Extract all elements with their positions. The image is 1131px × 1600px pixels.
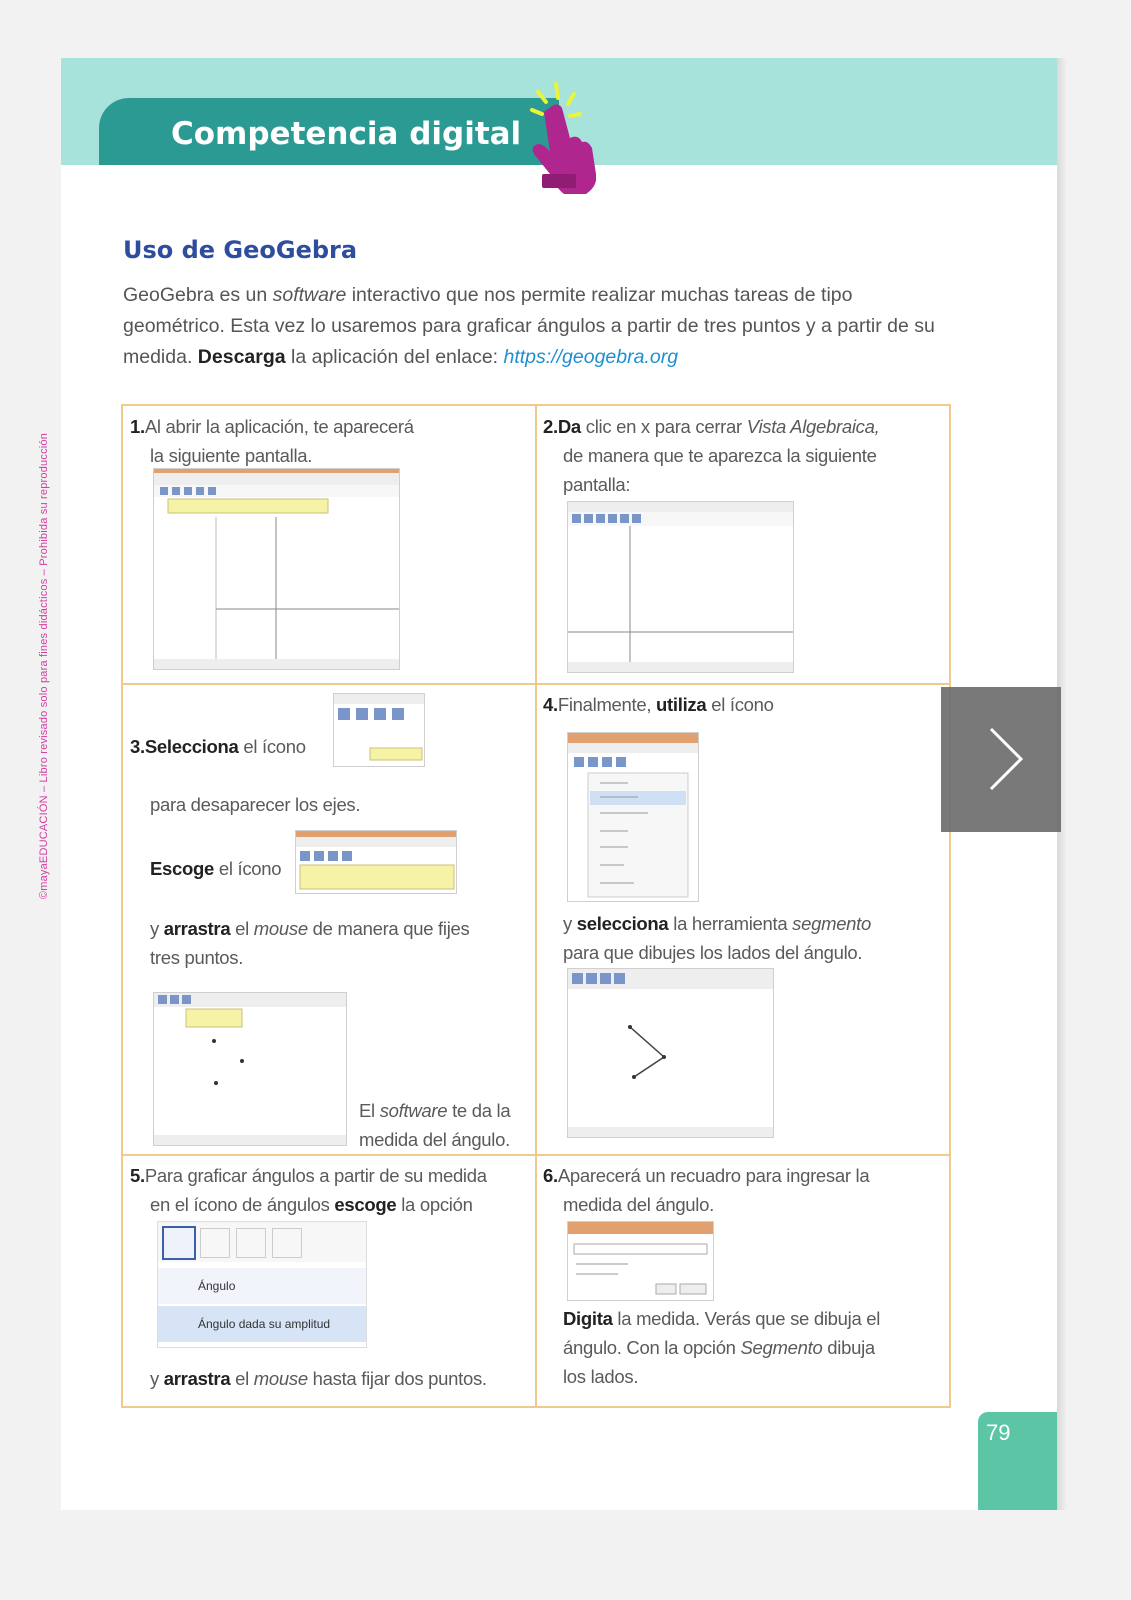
step-4-text: 4.Finalmente, utiliza el ícono — [543, 694, 774, 715]
step-5-text: y arrastra el mouse hasta fijar dos puntos. — [150, 1368, 487, 1389]
step-4-text: y selecciona la herramienta segmento para que dibujes los lados del ángulo. — [563, 913, 872, 963]
grid-divider — [535, 406, 537, 1406]
step-5-text: 5.Para graficar ángulos a partir de su medida en el ícono de ángulos escoge la opción — [130, 1165, 487, 1215]
three-points-screenshot — [153, 992, 347, 1146]
geogebra-window-screenshot — [567, 501, 794, 673]
angle-sides-screenshot — [567, 968, 774, 1138]
step-3-text: para desaparecer los ejes. — [150, 794, 361, 815]
next-page-button[interactable] — [941, 687, 1061, 832]
step-6-text: 6.Aparecerá un recuadro para ingresar la medida del ángulo. — [543, 1165, 870, 1215]
header-banner — [61, 58, 1057, 165]
segment-menu-screenshot — [567, 732, 699, 902]
section-title: Uso de GeoGebra — [123, 236, 358, 264]
grid-divider — [123, 1154, 949, 1156]
angle-dialog-screenshot — [567, 1221, 714, 1301]
pointing-hand-icon — [486, 76, 596, 196]
geogebra-link[interactable]: https://geogebra.org — [503, 346, 679, 368]
step-1-text: 1.Al abrir la aplicación, te aparecerá la siguiente pantalla. — [130, 416, 414, 466]
step-3-text: Escoge el ícono — [150, 858, 282, 879]
copyright-sidebar: ©mayaEDUCACIÓN – Libro revisado solo para fines didácticos – Prohibida su reproducción — [38, 432, 50, 900]
steps-grid — [121, 404, 951, 1408]
textbook-page — [61, 58, 1057, 1510]
step-3-text: 3.Selecciona el ícono — [130, 736, 306, 757]
intro-paragraph: GeoGebra es un software interactivo que nos permite realizar muchas tareas de tipo geométrico. Esta vez lo usaremos para graficar ángulos a partir de tres puntos y a partir de su medida. Descarga la aplicación del enlace: https://geogebra.org — [123, 284, 935, 368]
angle-tool-icon[interactable] — [162, 1226, 196, 1260]
menu-item-angle[interactable]: Ángulo — [158, 1268, 366, 1304]
segment-tool-icon[interactable] — [200, 1228, 230, 1258]
menu-item-angle-given-size[interactable]: Ángulo dada su amplitud — [158, 1306, 366, 1342]
geogebra-window-screenshot — [153, 468, 400, 670]
axes-toggle-screenshot — [333, 693, 425, 767]
grid-divider — [123, 683, 949, 685]
angle-tool-menu — [157, 1221, 367, 1348]
step-3-caption: El software te da la medida del ángulo. — [359, 1100, 511, 1150]
step-3-text: y arrastra el mouse de manera que fijes tres puntos. — [150, 918, 470, 968]
step-2-text: 2.Da clic en x para cerrar Vista Algebraica, de manera que te aparezca la siguiente pantalla: — [543, 416, 880, 495]
angle-tool-bar — [158, 1222, 366, 1262]
parallel-tool-icon[interactable] — [236, 1228, 266, 1258]
move-tool-icon[interactable] — [272, 1228, 302, 1258]
step-6-text: Digita la medida. Verás que se dibuja el ángulo. Con la opción Segmento dibuja los lados. — [563, 1308, 881, 1387]
page-number: 79 — [986, 1420, 1011, 1445]
chevron-right-icon — [941, 687, 1061, 832]
point-tool-screenshot — [295, 830, 457, 894]
banner-title: Competencia digital — [171, 116, 522, 152]
